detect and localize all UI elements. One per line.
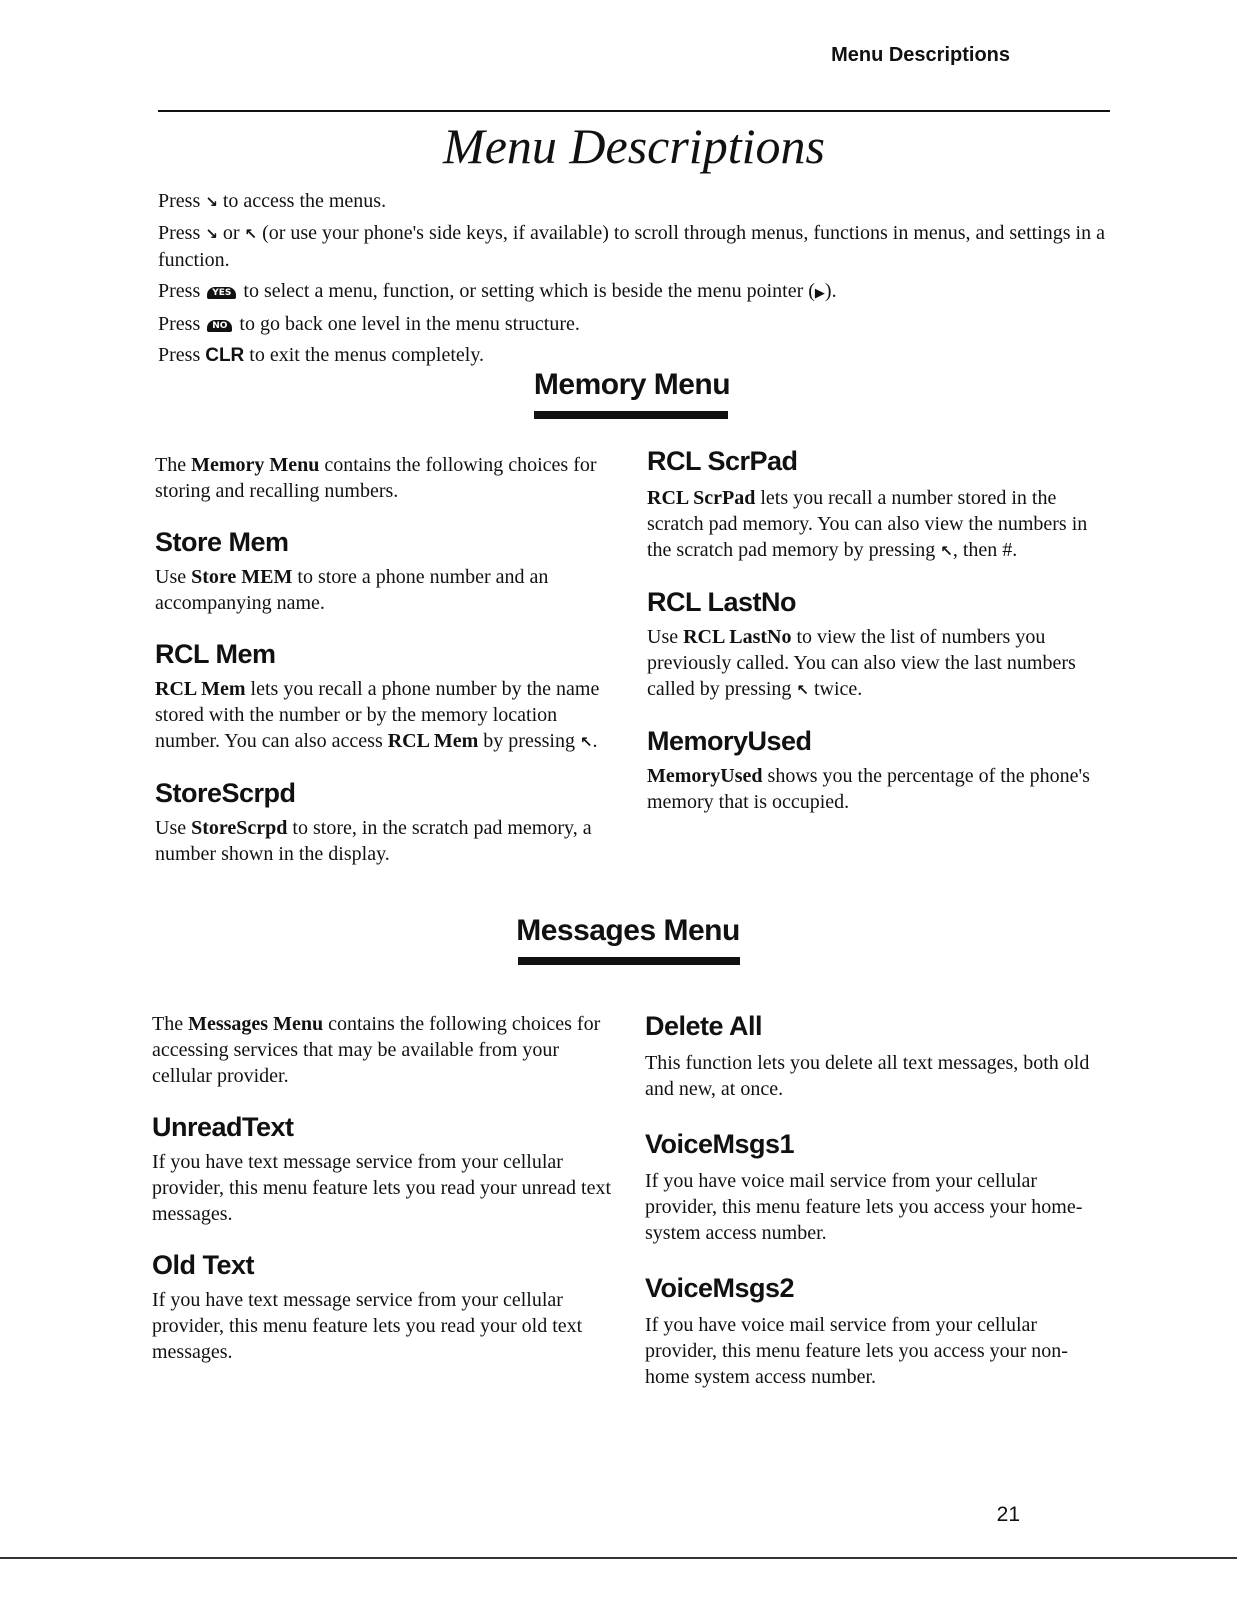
- storescrpd-heading: StoreScrpd: [155, 778, 296, 808]
- unreadtext-text: If you have text message service from your cellular provider, this menu feature lets you read your unread text messages.: [152, 1151, 612, 1225]
- triangle-right-icon: ▶: [814, 285, 825, 300]
- arrow-up-left-icon: ↖: [796, 681, 809, 699]
- messages-menu-left-column: [152, 1011, 612, 1365]
- unreadtext-heading: UnreadText: [152, 1112, 294, 1142]
- rcl-lastno-text: Use RCL LastNo to view the list of numbers you previously called. You can also view the last numbers called by pressing ↖ twice.: [647, 624, 1112, 703]
- memory-menu-bar: [534, 411, 728, 419]
- page-number: 21: [996, 1503, 1020, 1526]
- intro-line-access: Press ↘ to access the menus.: [158, 188, 1108, 215]
- deleteall-heading: Delete All: [645, 1011, 763, 1041]
- memory-menu-title: Memory Menu: [533, 368, 731, 401]
- arrow-up-left-icon: ↖: [579, 733, 593, 751]
- memory-menu-right-column: [647, 445, 1112, 815]
- rcl-mem-text: RCL Mem lets you recall a phone number by the name stored with the number or by the memory location number. You can also access RCL Mem by pressing ↖.: [155, 676, 610, 755]
- intro-line-back: Press NO to go back one level in the menu structure.: [158, 313, 580, 335]
- deleteall-text: This function lets you delete all text messages, both old and new, at once.: [645, 1052, 1090, 1100]
- page-title: Menu Descriptions: [443, 118, 825, 174]
- oldtext-text: If you have text message service from your cellular provider, this menu feature lets you read your old text messages.: [152, 1289, 583, 1363]
- storescrpd-text: Use StoreScrpd to store, in the scratch pad memory, a number shown in the display.: [155, 817, 592, 865]
- rcl-scrpad-heading: RCL ScrPad: [647, 446, 798, 476]
- voicemsgs1-text: If you have voice mail service from your cellular provider, this menu feature lets you access your home-system access number.: [645, 1170, 1083, 1244]
- intro-line-scroll: Press ↘ or ↖ (or use your phone's side keys, if available) to scroll through menus, functions in menus, and settings in a function.: [158, 222, 1105, 271]
- intro-line-select: Press YES to select a menu, function, or setting which is beside the menu pointer (▶).: [158, 280, 837, 302]
- rcl-lastno-heading: RCL LastNo: [647, 587, 797, 617]
- oldtext-heading: Old Text: [152, 1250, 255, 1280]
- memory-menu-left-column: [155, 452, 610, 867]
- store-mem-text: Use Store MEM to store a phone number and an accompanying name.: [155, 566, 549, 614]
- voicemsgs2-heading: VoiceMsgs2: [645, 1273, 795, 1303]
- memoryused-text: MemoryUsed shows you the percentage of the phone's memory that is occupied.: [647, 765, 1090, 813]
- running-head: Menu Descriptions: [831, 44, 1010, 66]
- intro-line-exit: Press CLR to exit the menus completely.: [158, 344, 485, 366]
- clr-key: CLR: [205, 345, 245, 366]
- rcl-mem-heading: RCL Mem: [155, 639, 276, 669]
- arrow-down-right-icon: ↘: [205, 193, 218, 211]
- messages-menu-bar: [518, 957, 740, 965]
- memory-menu-intro: The Memory Menu contains the following choices for storing and recalling numbers.: [155, 454, 597, 502]
- voicemsgs2-text: If you have voice mail service from your cellular provider, this menu feature lets you access your non-home system access number.: [645, 1314, 1068, 1388]
- memoryused-heading: MemoryUsed: [647, 726, 812, 756]
- messages-menu-right-column: [645, 1010, 1112, 1390]
- footer-rule: [0, 1557, 1237, 1559]
- arrow-down-right-icon: ↘: [205, 225, 218, 243]
- intro-instructions: [158, 188, 1108, 374]
- yes-key-icon: YES: [207, 287, 236, 299]
- no-key-icon: NO: [207, 320, 232, 332]
- messages-menu-title: Messages Menu: [516, 914, 740, 947]
- voicemsgs1-heading: VoiceMsgs1: [645, 1129, 795, 1159]
- arrow-up-left-icon: ↖: [940, 542, 953, 560]
- store-mem-heading: Store Mem: [155, 527, 289, 557]
- arrow-up-left-icon: ↖: [244, 225, 258, 243]
- rcl-scrpad-text: RCL ScrPad lets you recall a number stored in the scratch pad memory. You can also view the numbers in the scratch pad memory by pressing ↖, then #.: [647, 485, 1112, 564]
- messages-menu-intro: The Messages Menu contains the following choices for accessing services that may be available from your cellular provider.: [152, 1013, 601, 1087]
- header-rule: [158, 110, 1110, 112]
